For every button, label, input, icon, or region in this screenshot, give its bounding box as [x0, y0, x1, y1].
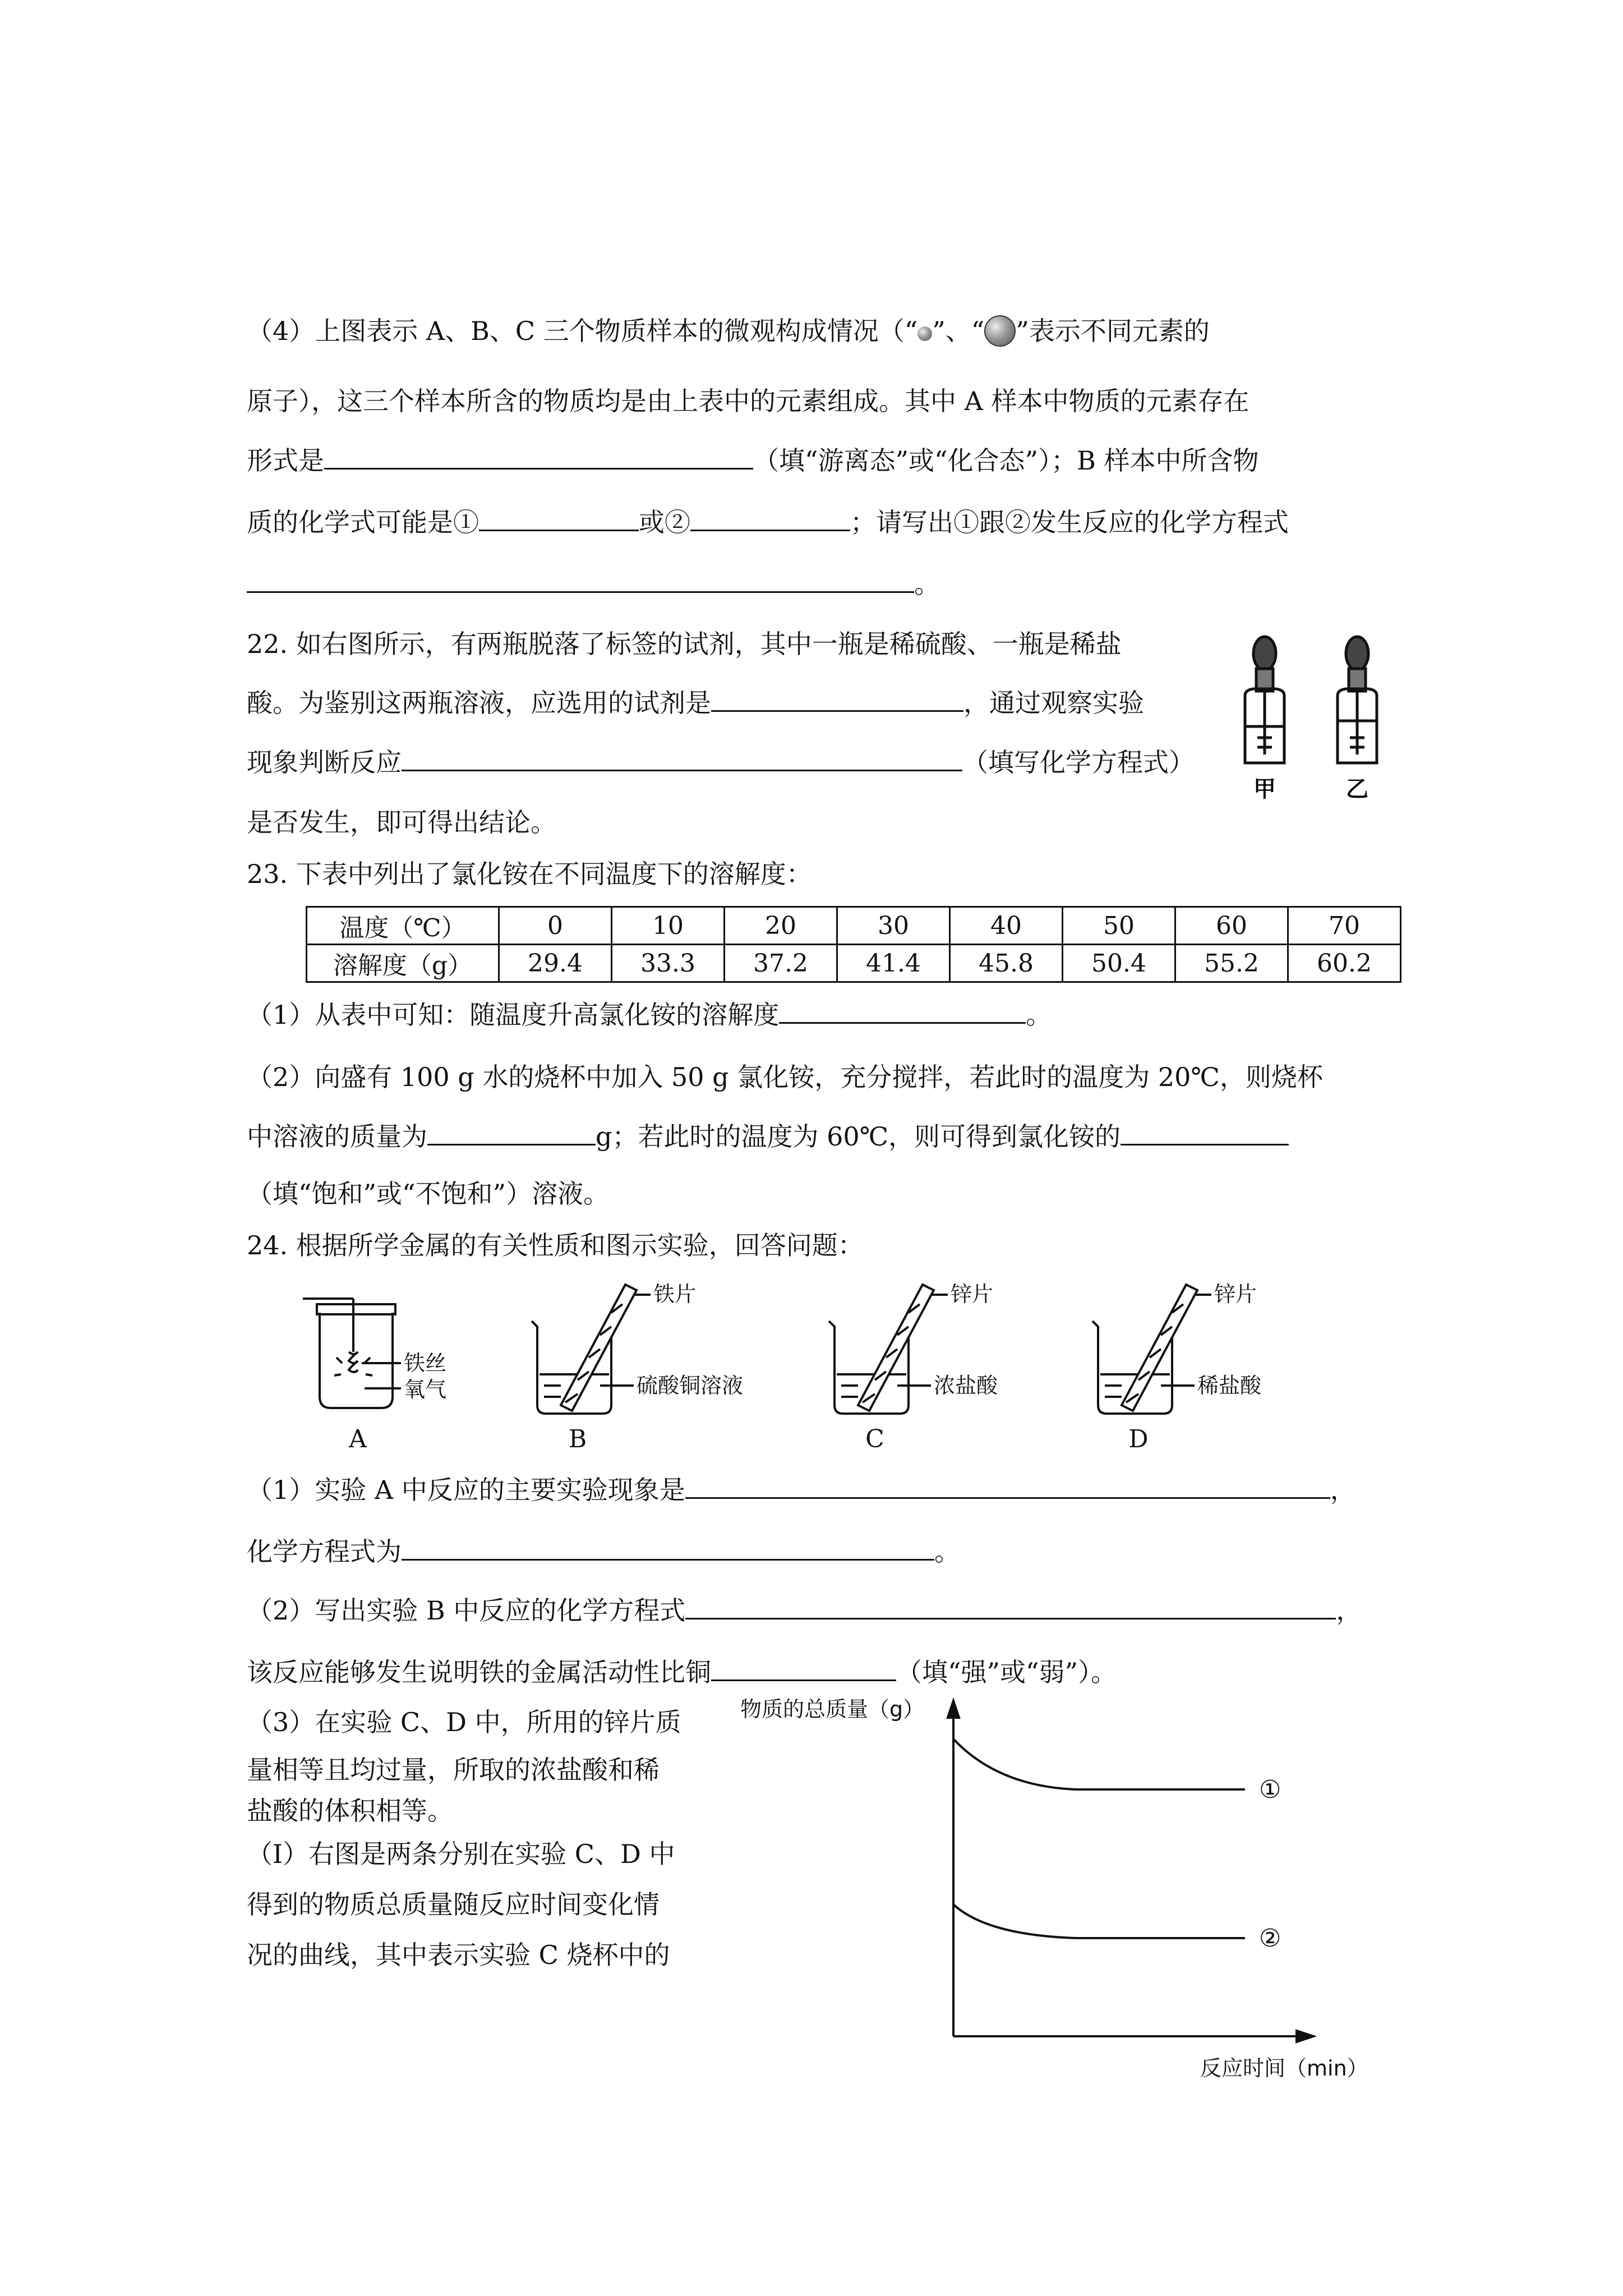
- q24-text: （填“强”或“弱”）。: [896, 1657, 1117, 1687]
- x-axis-arrow-icon: [1297, 2031, 1313, 2042]
- q23-text: g；若此时的温度为 60℃，则可得到氯化铵的: [596, 1121, 1121, 1152]
- table-cell: 50: [1063, 907, 1175, 945]
- q21-line-2: 原子），这三个样本所含的物质均是由上表中的元素组成。其中 A 样本中物质的元素存在: [247, 386, 1249, 416]
- table-cell: 60: [1175, 907, 1288, 945]
- y-axis-label: 物质的总质量（g）: [740, 1697, 925, 1722]
- dropper-bottle-icon: [1245, 637, 1284, 763]
- beaker-icon: [1092, 1285, 1211, 1414]
- answer-blank[interactable]: [479, 505, 639, 531]
- q21-text: （4）上图表示 A、B、C 三个物质样本的微观构成情况（“: [247, 316, 918, 346]
- label-zinc-sheet: 锌片: [1214, 1282, 1257, 1306]
- answer-blank[interactable]: [1121, 1119, 1289, 1145]
- q24-part-2-line-2: [247, 1655, 1117, 1689]
- q23-text: 。: [1026, 1000, 1052, 1030]
- q24-part-2-line-1: [247, 1593, 1362, 1627]
- answer-blank[interactable]: [685, 1593, 1336, 1619]
- answer-blank[interactable]: [685, 1473, 1330, 1499]
- q22-text: 现象判断反应: [247, 747, 402, 777]
- label-dilute-hcl: 稀盐酸: [1197, 1373, 1262, 1398]
- q22-text: ，通过观察实验: [963, 688, 1144, 718]
- curve-1-label: ①: [1259, 1775, 1281, 1804]
- label-experiment-D: D: [1128, 1425, 1149, 1453]
- q21-text: 或②: [639, 507, 690, 537]
- q24-title: 24. 根据所学金属的有关性质和图示实验，回答问题：: [247, 1230, 864, 1260]
- mass-time-graph: [740, 1688, 1402, 2092]
- q23-part-1: [247, 997, 1052, 1032]
- q23-part-2-line-3: （填“饱和”或“不饱和”）溶液。: [247, 1179, 610, 1209]
- table-cell: 60.2: [1288, 945, 1401, 982]
- table-cell: 33.3: [612, 945, 725, 982]
- answer-blank[interactable]: [779, 997, 1026, 1024]
- label-experiment-A: A: [349, 1425, 367, 1453]
- curve-1: [953, 1739, 1245, 1789]
- q24-part-3-line: 盐酸的体积相等。: [247, 1796, 453, 1826]
- table-cell: 29.4: [499, 945, 612, 982]
- q21-text: ”表示不同元素的: [1016, 316, 1210, 346]
- answer-blank[interactable]: [402, 745, 962, 771]
- table-row: [307, 945, 1401, 982]
- answer-blank[interactable]: [711, 1655, 896, 1681]
- q23-text: （1）从表中可知：随温度升高氯化铵的溶解度: [247, 1000, 780, 1030]
- q24-text: ，: [1336, 1595, 1362, 1626]
- q21-text: 。: [914, 569, 940, 599]
- y-axis-arrow-icon: [948, 1701, 959, 1718]
- large-atom-icon: [984, 315, 1016, 347]
- dropper-bottles-figure: [1223, 628, 1408, 813]
- q22-text: （填写化学方程式）: [962, 747, 1195, 777]
- label-conc-hcl: 浓盐酸: [934, 1373, 998, 1398]
- q24-text: 化学方程式为: [247, 1536, 402, 1567]
- label-iron-sheet: 铁片: [653, 1282, 697, 1306]
- label-zinc-sheet: 锌片: [951, 1282, 994, 1306]
- answer-blank[interactable]: [324, 443, 753, 470]
- q24-text: （2）写出实验 B 中反应的化学方程式: [247, 1595, 686, 1626]
- q24-part-1-line-2: [247, 1534, 960, 1568]
- label-copper-sulfate: 硫酸铜溶液: [637, 1373, 744, 1398]
- table-cell: 41.4: [837, 945, 950, 982]
- answer-blank[interactable]: [247, 567, 914, 593]
- q21-line-3: [247, 443, 1259, 477]
- q24-part-1-line-1: [247, 1473, 1356, 1507]
- q22-line-3: [247, 745, 1195, 779]
- q21-text: ；请写出①跟②发生反应的化学方程式: [850, 507, 1289, 537]
- q23-text: 中溶液的质量为: [247, 1121, 427, 1152]
- q24-text: 该反应能够发生说明铁的金属活动性比铜: [247, 1657, 711, 1687]
- q24-text: ，: [1330, 1475, 1356, 1505]
- q24-part-3-line: 量相等且均过量，所取的浓盐酸和稀: [247, 1755, 660, 1785]
- table-cell: 50.4: [1063, 945, 1175, 982]
- q21-text: 质的化学式可能是①: [247, 507, 479, 537]
- answer-blank[interactable]: [711, 685, 963, 712]
- q23-part-2-line-1: （2）向盛有 100 g 水的烧杯中加入 50 g 氯化铵，充分搅拌，若此时的温度为 20℃，则烧杯: [247, 1062, 1323, 1092]
- curve-2: [953, 1904, 1245, 1938]
- table-row-header: 温度（℃）: [307, 907, 499, 945]
- table-row-header: 溶解度（g）: [307, 945, 499, 982]
- bottle-label-jia: 甲: [1253, 776, 1276, 802]
- answer-blank[interactable]: [427, 1119, 596, 1145]
- table-cell: 40: [950, 907, 1063, 945]
- label-experiment-C: C: [865, 1425, 884, 1453]
- q24-part-3-line: （3）在实验 C、D 中，所用的锌片质: [247, 1707, 681, 1737]
- gas-jar-icon: [303, 1299, 401, 1408]
- bottle-label-yi: 乙: [1346, 776, 1368, 802]
- q21-text: （填“游离态”或“化合态”）；B 样本中所含物: [753, 445, 1259, 476]
- q21-text: ”、“: [932, 316, 985, 346]
- q22-text: 酸。为鉴别这两瓶溶液，应选用的试剂是: [247, 688, 711, 718]
- table-cell: 70: [1288, 907, 1401, 945]
- table-cell: 30: [837, 907, 950, 945]
- table-cell: 37.2: [725, 945, 837, 982]
- table-cell: 10: [612, 907, 725, 945]
- q23-part-2-line-2: [247, 1119, 1289, 1153]
- table-cell: 20: [725, 907, 837, 945]
- label-iron-wire: 铁丝: [404, 1351, 447, 1375]
- beaker-icon: [829, 1285, 948, 1414]
- curve-2-label: ②: [1259, 1924, 1281, 1953]
- q24-part-3-line: 得到的物质总质量随反应时间变化情: [247, 1889, 660, 1920]
- table-cell: 55.2: [1175, 945, 1288, 982]
- table-row: [307, 907, 1401, 945]
- small-atom-icon: [917, 326, 932, 341]
- dropper-bottle-icon: [1338, 637, 1377, 763]
- label-experiment-B: B: [568, 1425, 587, 1453]
- answer-blank[interactable]: [402, 1534, 934, 1561]
- metal-experiments-figure: [297, 1279, 1363, 1464]
- table-cell: 0: [499, 907, 612, 945]
- beaker-icon: [532, 1285, 651, 1414]
- answer-blank[interactable]: [690, 505, 850, 531]
- q24-text: 。: [934, 1536, 960, 1567]
- q21-line-4: [247, 505, 1289, 539]
- q21-line-5: [247, 567, 940, 601]
- q22-line-4: 是否发生，即可得出结论。: [247, 807, 556, 838]
- solubility-table: [306, 906, 1401, 983]
- q22-line-1: 22. 如右图所示，有两瓶脱落了标签的试剂，其中一瓶是稀硫酸、一瓶是稀盐: [247, 629, 1122, 659]
- label-oxygen: 氧气: [404, 1377, 447, 1402]
- q24-part-3-line: 况的曲线，其中表示实验 C 烧杯中的: [247, 1940, 670, 1970]
- q21-line-1: [247, 314, 1210, 348]
- q23-title: 23. 下表中列出了氯化铵在不同温度下的溶解度：: [247, 859, 812, 889]
- q24-text: （1）实验 A 中反应的主要实验现象是: [247, 1475, 685, 1505]
- q24-part-3-line: （Ⅰ）右图是两条分别在实验 C、D 中: [247, 1839, 675, 1869]
- x-axis-label: 反应时间（min）: [1200, 2056, 1368, 2081]
- table-cell: 45.8: [950, 945, 1063, 982]
- q21-text: 形式是: [247, 445, 324, 476]
- q22-line-2: [247, 685, 1144, 720]
